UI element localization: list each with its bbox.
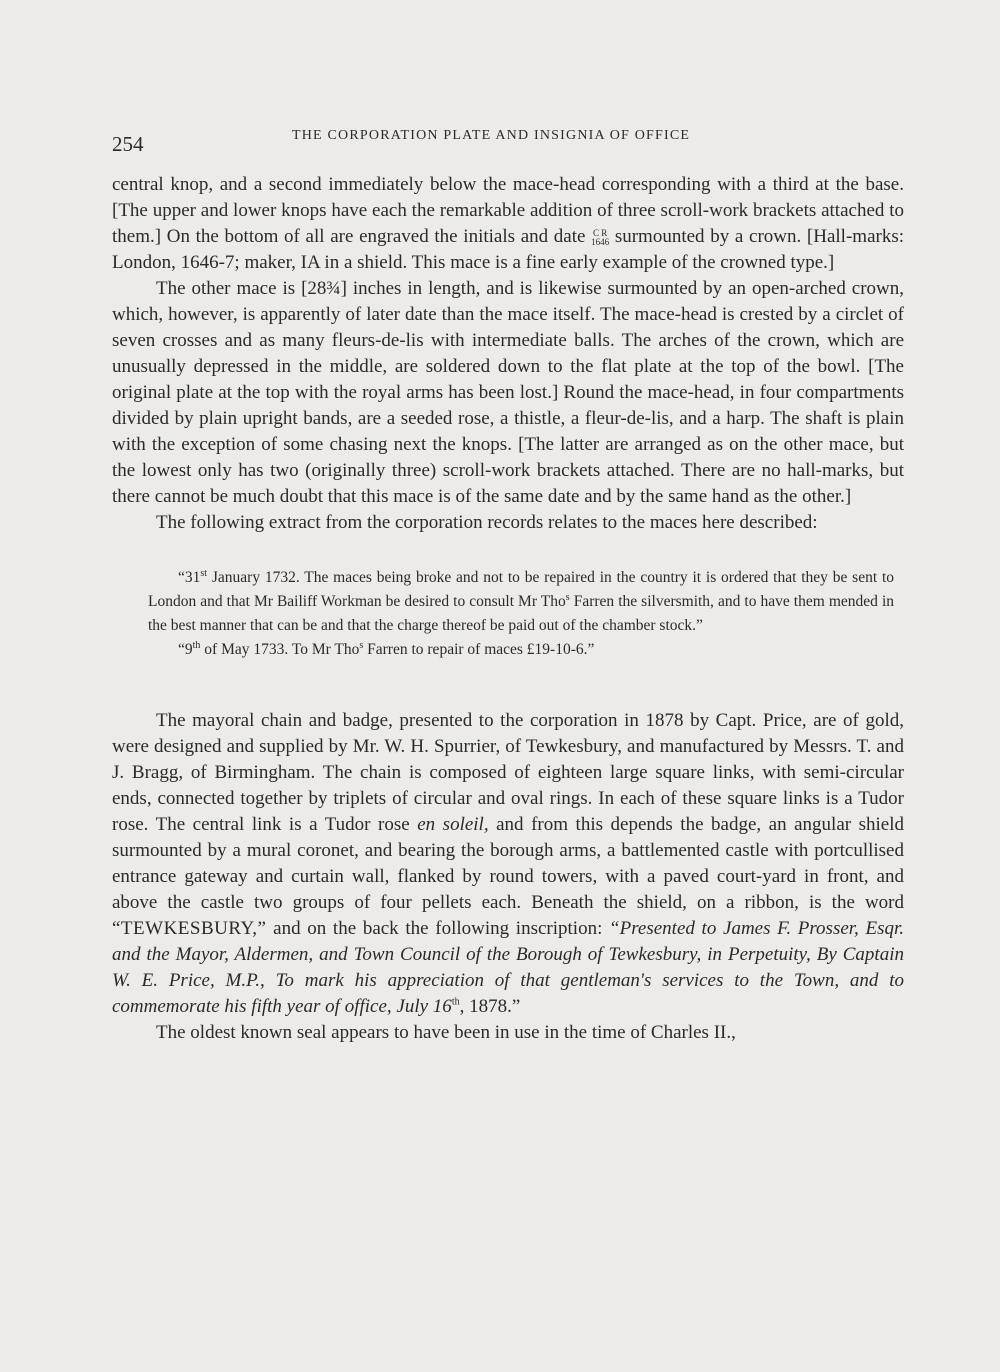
text-span: “9: [178, 641, 193, 658]
text-span: Farren to repair of maces £19-10-6.”: [363, 641, 595, 658]
text-span: and on the back the following inscription:: [273, 918, 603, 939]
text-span: Farren the silversmith, and to have them mended in the best manner that can be and that the charge thereof be paid out of the chamber stock.”: [148, 593, 894, 634]
text-span: The mayoral chain and badge, presented to the corporation in 1878 by Capt. Price, are of gold, were designed and supplied by Mr. W. H. Spurrier, of Tewkesbury, and manufactured by Messrs. T. and J. Bragg, of Birmingham. The chain is composed of eighteen large square links, with semi-circular ends, connected together by triplets of circular and oval rings. In each of these square links is a Tudor rose. The central link is a Tudor rose: [112, 710, 904, 835]
page-body: [112, 172, 904, 1046]
paragraph-other-mace: The other mace is [28¾] inches in length, and is likewise surmounted by an open-arched crown, which, however, is apparently of later date than the mace itself. The mace-head is crested by a circlet of seven crosses and as many fleurs-de-lis with intermediate balls. The arches of the crown, which are unusually depressed in the middle, are soldered down to the flat plate at the top of the bowl. [The original plate at the top with the royal arms has been lost.] Round the mace-head, in four compartments divided by plain upright bands, are a seeded rose, a thistle, a fleur-de-lis, and a harp. The shaft is plain with the exception of some chasing next the knops. [The latter are arranged as on the other mace, but the lowest only has two (originally three) scroll-work brackets attached. There are no hall-marks, but there cannot be much doubt that this mace is of the same date and by the same hand as the other.]: [112, 278, 904, 507]
running-title: THE CORPORATION PLATE AND INSIGNIA OF OFFICE: [292, 128, 691, 143]
records-extract: [148, 566, 894, 662]
text-span: surmounted by a crown. [Hall-marks: London, 1646-7; maker, IA in a shield. This mace is a fine early example of the crowned type.]: [112, 226, 904, 273]
text-span: of May 1733. To Mr Tho: [200, 641, 360, 658]
mark-initials: C R: [593, 227, 608, 238]
superscript: th: [451, 996, 460, 1008]
ribbon-word: “TEWKESBURY,”: [112, 918, 267, 939]
quote-1732: [148, 566, 894, 638]
superscript: s: [565, 591, 570, 603]
paragraph-seal: The oldest known seal appears to have been in use in the time of Charles II.,: [156, 1022, 736, 1043]
paragraph-mace-knops: [112, 172, 904, 276]
text-span: central knop, and a second immediately below the mace-head corresponding with a third at the base. [The upper and lower knops have each the remarkable addition of three scroll-work brackets attached to them.] On the bottom of all are engraved the initials and date: [112, 174, 904, 247]
paragraph-mayoral-chain: [112, 708, 904, 1020]
superscript: s: [359, 639, 364, 651]
inscription-text: “Presented to James F. Prosser, Esqr. and the Mayor, Aldermen, and Town Council of the Borough of Tewkesbury, in Perpetuity, By Captain W. E. Price, M.P., To mark his appreciation of that gentleman's services to the Town, and to commemorate his fifth year of office, July 16: [112, 918, 905, 1017]
initials-date-mark: [591, 229, 609, 247]
italic-phrase: en soleil,: [417, 814, 489, 835]
section-gap: [112, 662, 904, 708]
superscript: th: [192, 639, 201, 651]
mark-date: 1646: [591, 236, 610, 247]
page-number: 254: [112, 132, 144, 156]
superscript: st: [200, 567, 208, 579]
text-span: “31: [178, 569, 201, 586]
text-span: and from this depends the badge, an angular shield surmounted by a mural coronet, and bearing the borough arms, a battlemented castle with portcullised entrance gateway and curtain wall, flanked by round towers, with a paved court-yard in front, and above the castle two groups of four pellets each. Beneath the shield, on a ribbon, is the word: [112, 814, 905, 913]
paragraph-records-intro: The following extract from the corporation records relates to the maces here described:: [156, 512, 818, 533]
text-span: January 1732. The maces being broke and not to be repaired in the country it is ordered that they be sent to London and that Mr Bailiff Workman be desired to consult Mr Tho: [148, 569, 894, 610]
page-header: [112, 122, 912, 156]
quote-1733: [148, 638, 894, 662]
text-span: , 1878.”: [459, 996, 521, 1017]
